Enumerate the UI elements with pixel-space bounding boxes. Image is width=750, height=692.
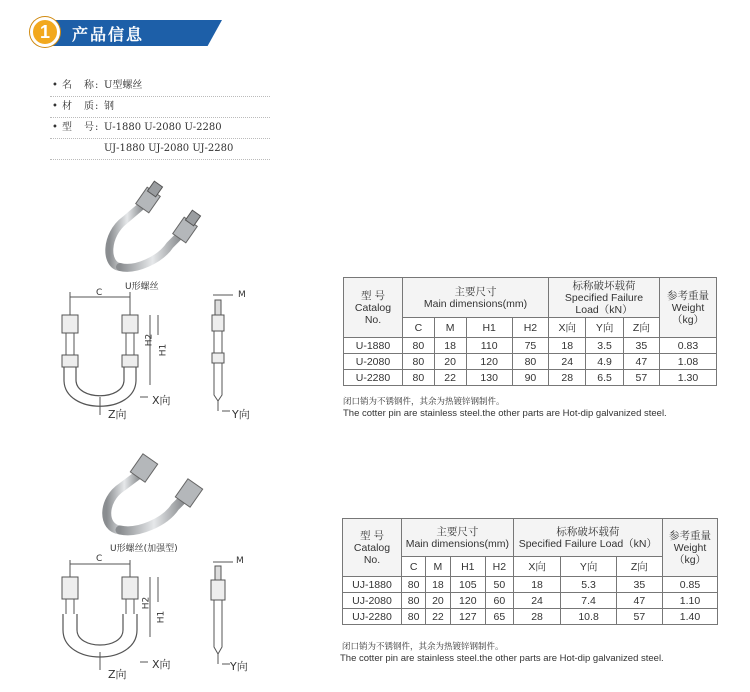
table-cell: U-2280 <box>344 370 403 386</box>
side-view <box>212 295 233 411</box>
table-cell: UJ-2080 <box>343 593 402 609</box>
table-cell: 7.4 <box>561 593 616 609</box>
u-bolt-drawing <box>50 175 260 425</box>
sub-header: X向 <box>513 557 561 577</box>
table-cell: 75 <box>512 338 548 354</box>
dimensions-header <box>402 519 514 557</box>
info-value: 钢 <box>104 101 114 112</box>
bullet-icon: • <box>52 122 58 133</box>
info-label: 名 称: <box>62 80 100 91</box>
header-text: Main dimensions(mm) <box>423 297 528 310</box>
catalog-header <box>343 519 402 577</box>
info-value: U型螺丝 <box>104 80 143 91</box>
y-direction-label: Y向 <box>230 660 248 673</box>
table-cell: 130 <box>466 370 512 386</box>
dim-h2-label: H2 <box>141 596 152 610</box>
table-cell: 1.30 <box>660 370 717 386</box>
product-info-list <box>50 76 270 160</box>
info-label: 型 号: <box>62 122 100 133</box>
table-cell: 5.3 <box>561 577 616 593</box>
table-cell: 24 <box>549 354 586 370</box>
table-cell: 18 <box>434 338 466 354</box>
table-cell: 22 <box>434 370 466 386</box>
header-text: 标称破坏载荷 <box>556 525 620 538</box>
note-english: The cotter pin are stainless steel.the other parts are Hot-dip galvanized steel. <box>343 408 667 419</box>
dim-c-label: C <box>96 288 103 298</box>
sub-header: X向 <box>549 318 586 338</box>
table-cell: 35 <box>623 338 659 354</box>
header-text: No. <box>364 313 382 326</box>
table-cell: 24 <box>513 593 561 609</box>
sub-header: M <box>426 557 450 577</box>
header-text: Weight <box>673 541 707 554</box>
table-cell: 90 <box>512 370 548 386</box>
spec-table-u <box>343 277 717 386</box>
x-direction-label: X向 <box>152 658 171 671</box>
x-direction-label: X向 <box>152 394 171 407</box>
header-text: Catalog <box>354 301 392 314</box>
section-header <box>30 17 225 47</box>
table-row <box>343 609 718 625</box>
header-text: Load（kN） <box>575 303 633 316</box>
table-cell: 80 <box>403 338 435 354</box>
info-value: U-1880 U-2080 U-2280 <box>104 122 222 133</box>
table-cell: 80 <box>403 370 435 386</box>
dim-m-label: M <box>238 290 246 300</box>
table-cell: 65 <box>486 609 514 625</box>
table-cell: 1.08 <box>660 354 717 370</box>
table-cell: U-2080 <box>344 354 403 370</box>
table-cell: 60 <box>486 593 514 609</box>
header-text: 主要尺寸 <box>436 525 479 538</box>
info-label: 材 质: <box>62 101 100 112</box>
catalog-header <box>344 278 403 338</box>
table-cell: 80 <box>402 577 426 593</box>
table-row <box>344 354 717 370</box>
z-direction-label: Z向 <box>108 668 127 681</box>
table-cell: 3.5 <box>586 338 623 354</box>
sub-header: M <box>434 318 466 338</box>
info-value: UJ-1880 UJ-2080 UJ-2280 <box>104 143 234 154</box>
table-cell: 20 <box>426 593 450 609</box>
sub-header: Y向 <box>586 318 623 338</box>
header-text: 型 号 <box>361 289 385 302</box>
section-title: 产品信息 <box>72 25 145 44</box>
table-cell: 1.40 <box>663 609 718 625</box>
side-view <box>211 562 233 664</box>
table-cell: 20 <box>434 354 466 370</box>
table-row <box>344 370 717 386</box>
header-text: Specified Failure Load（kN） <box>518 537 658 550</box>
sub-header: Z向 <box>623 318 659 338</box>
info-row-model-extra <box>50 139 270 160</box>
table-cell: 18 <box>426 577 450 593</box>
dim-h1-label: H1 <box>158 343 169 357</box>
bullet-icon: • <box>52 101 58 112</box>
u-bolt-reinforced-drawing <box>50 452 260 687</box>
front-view <box>62 560 158 670</box>
table-row <box>344 338 717 354</box>
sub-header: H1 <box>466 318 512 338</box>
section-number-badge: 1 <box>30 17 60 47</box>
table-cell: 50 <box>486 577 514 593</box>
dim-m-label: M <box>236 556 244 566</box>
table-row <box>343 593 718 609</box>
drawing2-caption: U形螺丝(加强型) <box>110 544 178 554</box>
header-text: 型 号 <box>360 529 384 542</box>
header-text: No. <box>363 553 381 566</box>
info-row-name <box>50 76 270 97</box>
table-cell: 0.83 <box>660 338 717 354</box>
table-cell: 1.10 <box>663 593 718 609</box>
header-text: 主要尺寸 <box>454 285 497 298</box>
table-cell: 47 <box>623 354 659 370</box>
load-header <box>513 519 662 557</box>
table-cell: 80 <box>403 354 435 370</box>
table-cell: 6.5 <box>586 370 623 386</box>
z-direction-label: Z向 <box>108 408 127 421</box>
table-cell: 110 <box>466 338 512 354</box>
info-row-model <box>50 118 270 139</box>
info-row-material <box>50 97 270 118</box>
sub-header: H2 <box>512 318 548 338</box>
header-text: Main dimensions(mm) <box>405 537 509 550</box>
note-english: The cotter pin are stainless steel.the other parts are Hot-dip galvanized steel. <box>340 653 664 664</box>
drawing1-caption: U形螺丝 <box>125 282 159 292</box>
sub-header: H1 <box>450 557 485 577</box>
header-text: 参考重量 <box>667 289 709 302</box>
table-row <box>343 577 718 593</box>
dim-h1-label: H1 <box>156 610 167 624</box>
table-cell: 18 <box>513 577 561 593</box>
table-cell: 47 <box>616 593 662 609</box>
dimensions-header <box>403 278 549 318</box>
sub-header: Y向 <box>561 557 616 577</box>
table-cell: UJ-1880 <box>343 577 402 593</box>
load-header <box>549 278 660 318</box>
sub-header: H2 <box>486 557 514 577</box>
note-chinese: 闭口销为不锈钢件，其余为热镀锌钢制件。 <box>343 397 505 407</box>
u-bolt-photo <box>109 181 200 268</box>
table-cell: 35 <box>616 577 662 593</box>
spec-table-uj <box>342 518 718 625</box>
sub-header: C <box>403 318 435 338</box>
table-cell: 28 <box>513 609 561 625</box>
u-bolt-reinforced-photo <box>107 454 203 531</box>
weight-header <box>663 519 718 577</box>
table-cell: 4.9 <box>586 354 623 370</box>
table-cell: 80 <box>402 609 426 625</box>
sub-header: C <box>402 557 426 577</box>
header-text: 标称破坏载荷 <box>572 279 636 292</box>
bullet-icon: • <box>52 80 58 91</box>
table-cell: U-1880 <box>344 338 403 354</box>
header-text: Specified Failure <box>564 291 644 304</box>
table-cell: 120 <box>450 593 485 609</box>
header-text: （kg） <box>671 313 705 326</box>
header-text: Weight <box>671 301 705 314</box>
header-text: Catalog <box>353 541 391 554</box>
table-cell: 105 <box>450 577 485 593</box>
note-chinese: 闭口销为不锈钢件，其余为热镀锌钢制件。 <box>342 642 504 652</box>
table-cell: 0.85 <box>663 577 718 593</box>
table-cell: 80 <box>402 593 426 609</box>
front-view <box>62 292 158 415</box>
table-cell: 80 <box>512 354 548 370</box>
table-cell: 127 <box>450 609 485 625</box>
table-cell: 10.8 <box>561 609 616 625</box>
y-direction-label: Y向 <box>232 408 250 421</box>
weight-header <box>660 278 717 338</box>
sub-header: Z向 <box>616 557 662 577</box>
header-text: 参考重量 <box>669 529 711 542</box>
table-cell: 22 <box>426 609 450 625</box>
table-cell: UJ-2280 <box>343 609 402 625</box>
table-cell: 18 <box>549 338 586 354</box>
table-cell: 57 <box>616 609 662 625</box>
header-text: （kg） <box>673 553 707 566</box>
dim-h2-label: H2 <box>144 333 155 347</box>
table-cell: 120 <box>466 354 512 370</box>
table-cell: 57 <box>623 370 659 386</box>
table-cell: 28 <box>549 370 586 386</box>
dim-c-label: C <box>96 554 103 564</box>
